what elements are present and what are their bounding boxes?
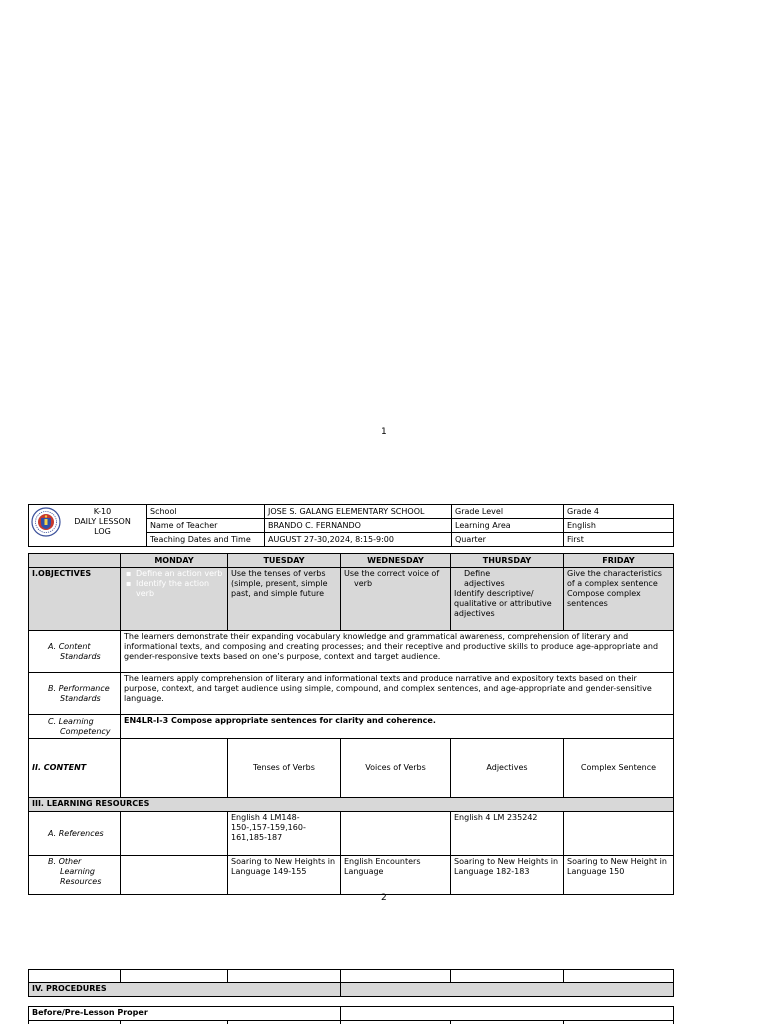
learning-area-value: English xyxy=(564,519,674,533)
list-item: ▪ Define an action verb xyxy=(124,569,224,579)
thursday-objective-line2: adjectives xyxy=(464,579,505,588)
other-resources-label-a: B. Other xyxy=(48,857,82,866)
content-standards-text: The learners demonstrate their expanding vocabulary knowledge and grammatical awareness, comprehension of literary and informational texts, and composing and creating processes; and their receptive and productive skills to produce age-appropriate and gender-responsive texts based on one’s purpose, context and target audience. xyxy=(121,631,674,673)
references-monday xyxy=(121,812,228,856)
day-tuesday: TUESDAY xyxy=(228,554,341,568)
grade-level-value: Grade 4 xyxy=(564,505,674,519)
blank-cell xyxy=(29,970,121,983)
competency-text: EN4LR-I-3 Compose appropriate sentences for clarity and coherence. xyxy=(121,715,674,739)
day-monday: MONDAY xyxy=(121,554,228,568)
competency-row xyxy=(29,715,674,739)
content-row xyxy=(29,739,674,798)
pre-lesson-table xyxy=(28,1006,674,1024)
pre-lesson-cell xyxy=(228,1021,341,1024)
days-header-row xyxy=(29,554,674,568)
lesson-plan-table xyxy=(28,553,674,895)
other-resources-label-c: Resources xyxy=(60,877,102,886)
content-standards-label xyxy=(29,631,121,673)
grade-level-label: Grade Level xyxy=(452,505,564,519)
objectives-monday xyxy=(121,568,228,631)
references-label xyxy=(29,812,121,856)
pre-lesson-row xyxy=(29,1007,674,1021)
learning-area-label: Learning Area xyxy=(452,519,564,533)
pre-lesson-cell xyxy=(564,1021,674,1024)
corner-cell xyxy=(29,554,121,568)
dll-title-line1: DAILY LESSON xyxy=(74,517,131,526)
header-logo-cell xyxy=(29,505,147,547)
page-number-1: 1 xyxy=(381,427,387,437)
thursday-objective-line1: Define xyxy=(464,569,491,578)
wednesday-objective-line1: Use the correct voice of xyxy=(344,569,440,578)
references-label-text: A. References xyxy=(48,828,104,838)
references-wednesday xyxy=(341,812,451,856)
procedures-label: IV. PROCEDURES xyxy=(29,983,341,997)
objectives-friday: Give the characteristics of a complex sentence Compose complex sentences xyxy=(564,568,674,631)
pre-lesson-right xyxy=(341,1007,674,1021)
dates-label: Teaching Dates and Time xyxy=(147,533,265,547)
day-thursday: THURSDAY xyxy=(451,554,564,568)
list-item: ▪ Identify the action verb xyxy=(124,579,224,599)
content-wednesday: Voices of Verbs xyxy=(341,739,451,798)
content-thursday: Adjectives xyxy=(451,739,564,798)
quarter-value: First xyxy=(564,533,674,547)
competency-label-b: Competency xyxy=(60,726,111,736)
learning-resources-label: III. LEARNING RESOURCES xyxy=(29,798,674,812)
other-resources-thursday: Soaring to New Heights in Language 182-183 xyxy=(451,856,564,895)
k10-label: K-10 xyxy=(93,507,112,516)
references-friday xyxy=(564,812,674,856)
blank-cell xyxy=(341,970,451,983)
header-table xyxy=(28,504,674,547)
performance-standards-text: The learners apply comprehension of literary and informational texts and produce narrative and expository texts based on their purpose, context, and target audience using simple, compound, and complex sentences, and age-appropriate and gender-sensitive language. xyxy=(121,673,674,715)
blank-row xyxy=(29,970,674,983)
other-resources-tuesday: Soaring to New Heights in Language 149-155 xyxy=(228,856,341,895)
competency-label xyxy=(29,715,121,739)
objectives-label: I.OBJECTIVES xyxy=(29,568,121,631)
pre-lesson-cell xyxy=(121,1021,228,1024)
other-resources-label-b: Learning xyxy=(60,867,96,876)
performance-standards-label-b: Standards xyxy=(60,693,101,703)
objectives-thursday xyxy=(451,568,564,631)
other-resources-monday xyxy=(121,856,228,895)
day-friday: FRIDAY xyxy=(564,554,674,568)
dates-value: AUGUST 27-30,2024, 8:15-9:00 xyxy=(265,533,452,547)
other-resources-wednesday: English Encounters Language xyxy=(341,856,451,895)
blank-cell xyxy=(564,970,674,983)
procedures-row xyxy=(29,983,674,997)
other-resources-friday: Soaring to New Height in Language 150 xyxy=(564,856,674,895)
school-label: School xyxy=(147,505,265,519)
content-standards-label-a: A. Content xyxy=(48,641,91,651)
content-monday xyxy=(121,739,228,798)
performance-standards-label-a: B. Performance xyxy=(48,683,110,693)
procedures-table xyxy=(28,969,674,997)
objectives-row xyxy=(29,568,674,631)
objectives-wednesday xyxy=(341,568,451,631)
pre-lesson-content-row xyxy=(29,1021,674,1024)
teacher-value: BRANDO C. FERNANDO xyxy=(265,519,452,533)
content-standards-label-b: Standards xyxy=(60,651,101,661)
deped-seal-icon xyxy=(31,507,61,537)
references-thursday: English 4 LM 235242 xyxy=(451,812,564,856)
blank-cell xyxy=(121,970,228,983)
blank-cell xyxy=(228,970,341,983)
pre-lesson-cell xyxy=(341,1021,451,1024)
content-friday: Complex Sentence xyxy=(564,739,674,798)
pre-lesson-cell xyxy=(451,1021,564,1024)
content-tuesday: Tenses of Verbs xyxy=(228,739,341,798)
school-value: JOSE S. GALANG ELEMENTARY SCHOOL xyxy=(265,505,452,519)
references-tuesday: English 4 LM148-150-,157-159,160-161,185-187 xyxy=(228,812,341,856)
other-resources-row xyxy=(29,856,674,895)
content-standards-row xyxy=(29,631,674,673)
performance-standards-row xyxy=(29,673,674,715)
thursday-objective-line3: Identify descriptive/ qualitative or attributive adjectives xyxy=(454,589,552,618)
procedures-right xyxy=(341,983,674,997)
content-label: II. CONTENT xyxy=(29,739,121,798)
references-row xyxy=(29,812,674,856)
wednesday-objective-line2: verb xyxy=(354,579,373,588)
pre-lesson-cell xyxy=(29,1021,121,1024)
teacher-label: Name of Teacher xyxy=(147,519,265,533)
day-wednesday: WEDNESDAY xyxy=(341,554,451,568)
objectives-tuesday: Use the tenses of verbs (simple, present, simple past, and simple future xyxy=(228,568,341,631)
pre-lesson-label: Before/Pre-Lesson Proper xyxy=(29,1007,341,1021)
other-resources-label xyxy=(29,856,121,895)
learning-resources-row xyxy=(29,798,674,812)
page-number-2: 2 xyxy=(381,893,387,903)
quarter-label: Quarter xyxy=(452,533,564,547)
dll-title-line2: LOG xyxy=(94,527,111,536)
blank-cell xyxy=(451,970,564,983)
performance-standards-label xyxy=(29,673,121,715)
competency-label-a: C. Learning xyxy=(48,716,94,726)
